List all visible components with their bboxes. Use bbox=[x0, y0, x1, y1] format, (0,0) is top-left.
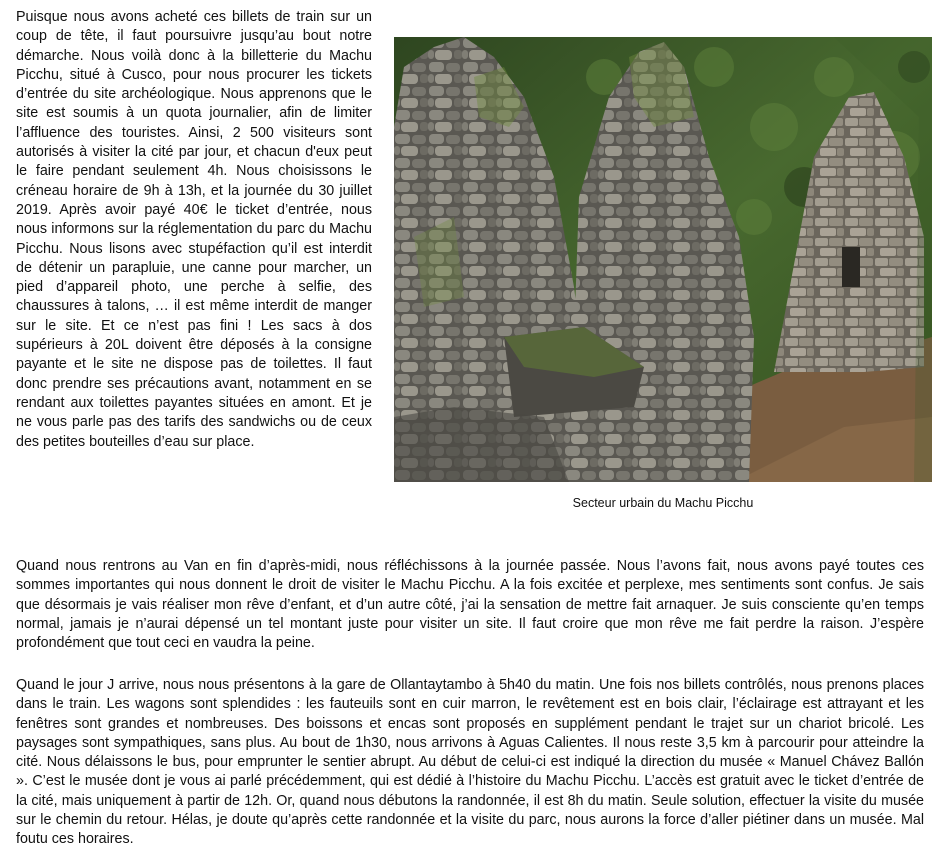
ruins-photo bbox=[394, 37, 932, 482]
article-paragraph-3: Quand le jour J arrive, nous nous présentons à la gare de Ollantaytambo à 5h40 du matin. Une fois nos billets contrôlés, nous prenons places dans le train. Les wagons sont splendides : les fauteuils sont en cuir marron, le revêtement est en bois clair, l’éclairage est attrayant et les fenêtres sont grandes et nombreuses. Des boissons et encas sont proposés en supplément pendant le trajet sur un chariot bricolé. Les paysages sont sympathiques, sans plus. Au bout de 1h30, nous arrivons à Aguas Calientes. Il nous reste 3,5 km à parcourir pour atteindre la cité. Nous délaissons le bus, pour emprunter le sentier abrupt. Au début de celui-ci est indiqué la direction du musée « Manuel Chávez Ballón ». C’est le musée dont je vous ai parlé précédemment, qui est dédié à l’histoire du Machu Picchu. L’accès est gratuit avec le ticket d’entrée de la cité, mais uniquement à partir de 12h. Or, quand nous débutons la randonnée, il est 8h du matin. Seule solution, effectuer la visite du musée sur le chemin du retour. Hélas, je doute qu’après cette randonnée et la visite du parc, nous aurons la force d’aller piétiner dans un musée. Mal foutu ces horaires. bbox=[16, 677, 924, 848]
article-paragraph-1: Puisque nous avons acheté ces billets de train sur un coup de tête, il faut poursuivre jusqu’au bout notre démarche. Nous voilà donc à la billetterie du Machu Picchu, situé à Cusco, pour nous procurer les tickets d’entrée du site archéologique. Nous apprenons que le site est soumis à un quota journalier, afin de limiter l’affluence des touristes. Ainsi, 2 500 visiteurs sont autorisés à visiter la cité par jour, et chacun d'eux peut le faire pendant seulement 4h. Nous choisissons le créneau horaire de 9h à 13h, et la journée du 30 juillet 2019. Après avoir payé 40€ le ticket d’entrée, nous nous informons sur la réglementation du parc du Machu Picchu. Nous lisons avec stupéfaction qu’il est interdit de détenir un parapluie, une canne pour marcher, un pied d’appareil photo, une perche à selfie, des chaussures à talons, … il est même interdit de manger sur le site. Et ce n’est pas fini ! Les sacs à dos supérieurs à 20L doivent être déposés à la consigne payante et le site ne dispose pas de toilettes. Il faut donc prendre ses précautions avant, notamment en se rendant aux toilettes payantes situées en amont. Et je ne vous parle pas des tarifs des sandwichs ou de ceux des petites bouteilles d’eau sur place. bbox=[16, 9, 372, 450]
photo-caption: Secteur urbain du Machu Picchu bbox=[572, 496, 754, 510]
article-paragraph-2: Quand nous rentrons au Van en fin d’après-midi, nous réfléchissons à la journée passée. Nous l’avons fait, nous avons payé toutes ces sommes importantes qui nous donnent le droit de visiter le Machu Picchu. A la fois excitée et perplexe, mes sentiments sont confus. Je sais que désormais je vais réaliser mon rêve d’enfant, et d’un autre côté, j’ai la sensation de mettre fait arnaquer. Je suis consciente qu’en temps normal, jamais je n’aurai dépensé un tel montant juste pour visiter un site. Il faut croire que mon rêve me fait perdre la raison. J’espère profondément que tout ceci en vaudra la peine. bbox=[16, 558, 924, 652]
